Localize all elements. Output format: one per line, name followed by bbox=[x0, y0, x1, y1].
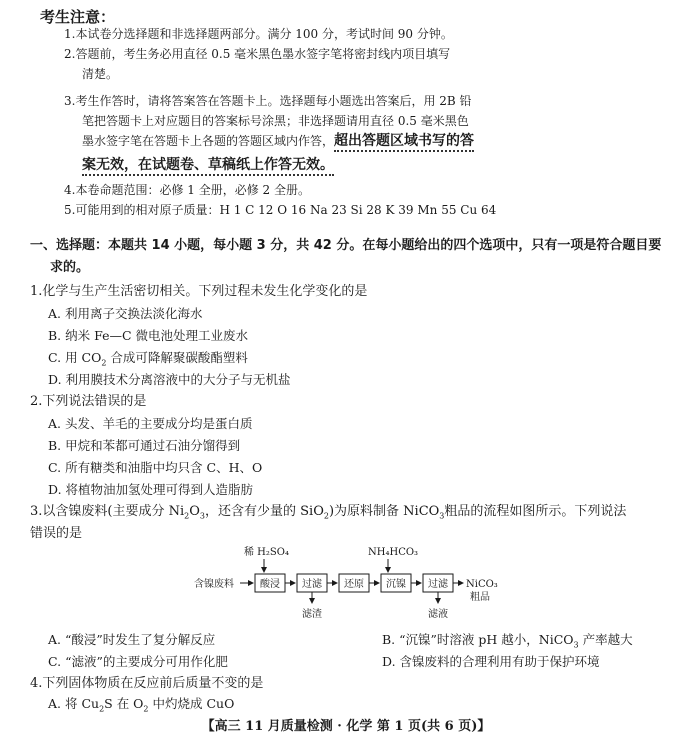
q3-option-a: A. “酸浸”时发生了复分解反应 bbox=[48, 632, 216, 647]
q3-stem-e: 粗品的流程如图所示。下列说法 bbox=[444, 504, 627, 519]
notice-line-1: 1.本试卷分选择题和非选择题两部分。满分 100 分，考试时间 90 分钟。 bbox=[64, 27, 453, 41]
notice-line-2b: 清楚。 bbox=[82, 67, 119, 81]
q4-option-a-post: S 在 O bbox=[104, 696, 144, 711]
q2-stem: 2.下列说法错误的是 bbox=[30, 394, 147, 409]
q1-option-a: A. 利用离子交换法淡化海水 bbox=[48, 306, 203, 321]
step-2-label: 过滤 bbox=[302, 579, 322, 590]
q3-stem-a: 3.以含镍废料(主要成分 Ni bbox=[30, 504, 185, 519]
notice-line-3b: 笔把答题卡上对应题目的答案标号涂黑；非选择题请用直径 0.5 毫米黑色 bbox=[82, 114, 469, 128]
q4-option-a-sub2: 2 bbox=[143, 704, 149, 714]
q3-option-c: C. “滤液”的主要成分可用作化肥 bbox=[48, 654, 228, 669]
q1-option-d: D. 利用膜技术分离溶液中的大分子与无机盐 bbox=[48, 372, 291, 387]
notice-line-5: 5.可能用到的相对原子质量：H 1 C 12 O 16 Na 23 Si 28 K 39 Mn 55 Cu 64 bbox=[64, 203, 497, 217]
notice-line-3a: 3.考生作答时，请将答案答在答题卡上。选择题每小题选出答案后，用 2B 铅 bbox=[64, 94, 472, 108]
q3-stem-d: )为原料制备 NiCO bbox=[328, 504, 440, 519]
process-flow-diagram bbox=[180, 543, 510, 623]
q2-option-c: C. 所有糖类和油脂中均只含 C、H、O bbox=[48, 460, 263, 475]
reagent-1-label: 稀 H₂SO₄ bbox=[244, 547, 289, 558]
q1-option-c-sub: 2 bbox=[101, 358, 107, 368]
q3-stem-b: O bbox=[189, 504, 200, 519]
q3-sub-co3: 3 bbox=[439, 511, 445, 521]
flow-start-label: 含镍废料 bbox=[194, 579, 234, 590]
product-sub-label: 粗品 bbox=[470, 592, 490, 603]
section-heading-cont: 求的。 bbox=[50, 260, 90, 275]
product-label: NiCO₃ bbox=[466, 579, 498, 590]
step-1-label: 酸浸 bbox=[260, 579, 280, 590]
section-heading: 一、选择题：本题共 14 小题，每小题 3 分，共 42 分。在每小题给出的四个选项中，只有一项是符合题目要 bbox=[30, 238, 662, 253]
notice-line-3d bbox=[82, 155, 334, 175]
notice-line-4: 4.本卷命题范围：必修 1 全册，必修 2 全册。 bbox=[64, 183, 310, 197]
q4-option-a-end: 中灼烧成 CuO bbox=[148, 696, 235, 711]
q1-stem: 1.化学与生产生活密切相关。下列过程未发生化学变化的是 bbox=[30, 284, 368, 299]
q3-option-b-pre: B. “沉镍”时溶液 pH 越小，NiCO bbox=[382, 632, 574, 647]
q1-option-c-post: 合成可降解聚碳酸酯塑料 bbox=[106, 350, 248, 365]
page-footer: 【高三 11 月质量检测 · 化学 第 1 页(共 6 页)】 bbox=[201, 719, 491, 734]
notice-emphasis-2: 案无效，在试题卷、草稿纸上作答无效。 bbox=[82, 157, 334, 176]
q2-option-a: A. 头发、羊毛的主要成分均是蛋白质 bbox=[48, 416, 253, 431]
q3-stem-c: ，还含有少量的 SiO bbox=[205, 504, 324, 519]
q2-option-d: D. 将植物油加氢处理可得到人造脂肪 bbox=[48, 482, 254, 497]
notice-line-3c-text: 墨水签字笔在答题卡上各题的答题区域内作答， bbox=[82, 134, 335, 148]
q3-option-b-post: 产率越大 bbox=[578, 632, 633, 647]
q3-option-d: D. 含镍废料的合理利用有助于保护环境 bbox=[382, 654, 600, 669]
waste-1-label: 滤渣 bbox=[302, 609, 322, 620]
q3-option-b-sub: 3 bbox=[573, 640, 579, 650]
notice-line-2a: 2.答题前，考生务必用直径 0.5 毫米黑色墨水签字笔将密封线内项目填写 bbox=[64, 47, 451, 61]
notice-title: 考生注意： bbox=[40, 8, 116, 26]
q3-stem-2: 错误的是 bbox=[30, 526, 83, 541]
q4-option-a-sub: 2 bbox=[99, 704, 105, 714]
notice-line-3c bbox=[82, 131, 474, 151]
q3-sub-o: 3 bbox=[199, 511, 205, 521]
step-3-label: 还原 bbox=[344, 579, 364, 590]
step-5-label: 过滤 bbox=[428, 579, 448, 590]
q4-stem: 4.下列固体物质在反应前后质量不变的是 bbox=[30, 676, 264, 691]
step-4-label: 沉镍 bbox=[386, 579, 406, 590]
q3-sub-ni: 2 bbox=[184, 511, 190, 521]
q1-option-b: B. 纳米 Fe—C 微电池处理工业废水 bbox=[48, 328, 249, 343]
q3-stem bbox=[30, 502, 626, 527]
reagent-2-label: NH₄HCO₃ bbox=[368, 547, 419, 558]
q4-option-a-pre: A. 将 Cu bbox=[48, 696, 100, 711]
notice-emphasis-1: 超出答题区域书写的答 bbox=[334, 133, 474, 152]
q1-option-c-pre: C. 用 CO bbox=[48, 350, 102, 365]
waste-2-label: 滤液 bbox=[428, 609, 448, 620]
q2-option-b: B. 甲烷和苯都可通过石油分馏得到 bbox=[48, 438, 241, 453]
q3-sub-si: 2 bbox=[323, 511, 329, 521]
